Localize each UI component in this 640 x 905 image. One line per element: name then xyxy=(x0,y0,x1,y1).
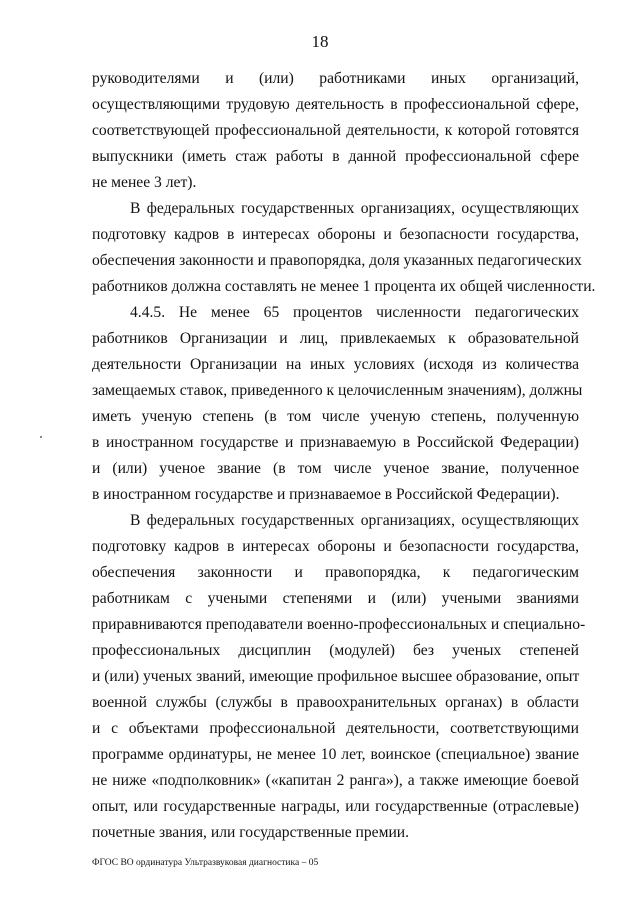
text-line: военной службы (службы в правоохранительных органах) в области xyxy=(92,694,579,711)
paragraph xyxy=(92,508,586,846)
text-line: руководителями и (или) работниками иных организаций, xyxy=(92,70,579,87)
text-line: замещаемых ставок, приведенного к целочисленным значениям), должны xyxy=(92,382,583,399)
text-line: иметь ученую степень (в том числе ученую степень, полученную xyxy=(92,408,579,425)
page-number: 18 xyxy=(311,32,329,51)
paragraph xyxy=(92,196,596,300)
page-footer: ФГОС ВО ординатура Ультразвуковая диагностика – 05 xyxy=(92,858,319,868)
text-line: опыт, или государственные награды, или государственные (отраслевые) xyxy=(92,798,579,815)
text-line: не менее 3 лет). xyxy=(92,174,197,191)
text-line: соответствующей профессиональной деятельности, к которой готовятся xyxy=(92,122,579,139)
paragraph xyxy=(92,300,583,508)
text-line: обеспечения законности и правопорядка, доля указанных педагогических xyxy=(92,252,582,269)
text-line: приравниваются преподаватели военно-профессиональных и специально- xyxy=(92,616,586,633)
text-line: и (или) ученое звание (в том числе ученое звание, полученное xyxy=(92,460,579,477)
text-line: В федеральных государственных организациях, осуществляющих xyxy=(130,512,579,529)
text-line: обеспечения законности и правопорядка, к педагогическим xyxy=(92,564,579,581)
document-body xyxy=(92,66,596,846)
text-line: работников должна составлять не менее 1 процента их общей численности. xyxy=(92,278,596,295)
text-line: профессиональных дисциплин (модулей) без ученых степеней xyxy=(92,642,579,659)
text-line: подготовку кадров в интересах обороны и безопасности государства, xyxy=(92,538,579,555)
text-line: программе ординатуры, не менее 10 лет, воинское (специальное) звание xyxy=(92,746,579,763)
text-line: осуществляющими трудовую деятельность в профессиональной сфере, xyxy=(92,96,579,113)
scan-speck xyxy=(40,436,42,438)
text-line: не ниже «подполковник» («капитан 2 ранга»), а также имеющие боевой xyxy=(92,772,579,789)
text-line: В федеральных государственных организациях, осуществляющих xyxy=(130,200,579,217)
text-line: почетные звания, или государственные премии. xyxy=(92,824,410,841)
text-line: работникам с учеными степенями и (или) учеными званиями xyxy=(92,590,579,607)
text-line: деятельности Организации на иных условиях (исходя из количества xyxy=(92,356,579,373)
text-line: выпускники (иметь стаж работы в данной профессиональной сфере xyxy=(92,148,579,165)
text-line: работников Организации и лиц, привлекаемых к образовательной xyxy=(92,330,579,347)
text-line: в иностранном государстве и признаваемое в Российской Федерации). xyxy=(92,486,560,503)
text-line: и (или) ученых званий, имеющие профильное высшее образование, опыт xyxy=(92,668,580,685)
paragraph xyxy=(92,66,579,196)
text-line: в иностранном государстве и признаваемую в Российской Федерации) xyxy=(92,434,579,451)
text-line: и с объектами профессиональной деятельности, соответствующими xyxy=(92,720,579,737)
text-line: 4.4.5. Не менее 65 процентов численности педагогических xyxy=(130,304,579,321)
text-line: подготовку кадров в интересах обороны и безопасности государства, xyxy=(92,226,579,243)
